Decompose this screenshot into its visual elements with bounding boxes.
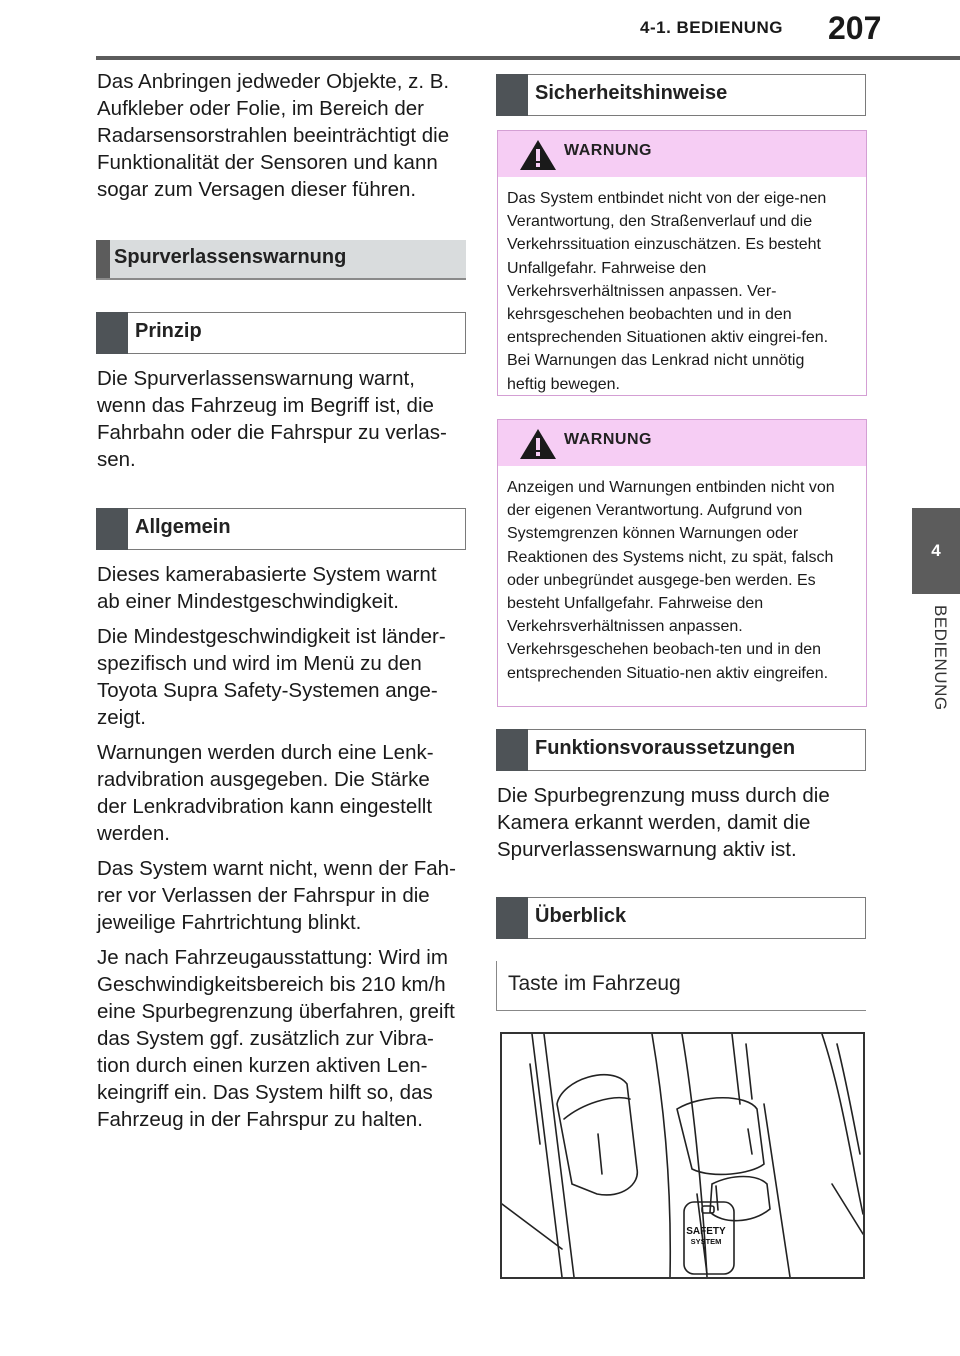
safety-button-label-line1: SAFETY — [686, 1226, 726, 1237]
chapter-tab-label — [918, 605, 954, 735]
section-heading-spurverlassenswarnung — [96, 240, 466, 280]
console-illustration — [500, 1032, 865, 1279]
subheading-text: Prinzip — [135, 320, 202, 342]
running-header-section: 4-1. BEDIENUNG — [640, 18, 784, 37]
heading-bar — [96, 240, 110, 278]
allgemein-paragraph-2: Die Mindestgeschwindigkeit ist länder-spezifisch und wird im Menü zu den Toyota Supra Safety-Systemen ange-zeigt. — [97, 625, 446, 729]
subheading-prinzip — [96, 312, 466, 354]
allgemein-paragraph-3: Warnungen werden durch eine Lenk-radvibration ausgegeben. Die Stärke der Lenkradvibration kann eingestellt werden. — [97, 741, 434, 845]
center-console-drawing — [502, 1034, 863, 1277]
subheading-text: Überblick — [535, 905, 627, 927]
funktion-paragraph: Die Spurbegrenzung muss durch die Kamera erkannt werden, damit die Spurverlassenswarnung aktiv ist. — [497, 784, 830, 861]
prinzip-paragraph: Die Spurverlassenswarnung warnt, wenn das Fahrzeug im Begriff ist, die Fahrbahn oder die Fahrspur zu verlas-sen. — [97, 367, 447, 471]
safety-button-label-line2: SYSTEM — [690, 1237, 722, 1246]
warning-triangle-icon — [518, 138, 558, 172]
warning-box-2 — [497, 419, 867, 707]
allgemein-body — [97, 561, 462, 1133]
subsection-label: Taste im Fahrzeug — [508, 972, 681, 995]
warning-text: Das System entbindet nicht von der eige-nen Verantwortung, den Straßenverlauf und die Verkehrssituation einzuschätzen. Es besteht Unfallgefahr. Fahrweise den Verkehrsverhältnissen anpassen. Ver-kehrsgeschehen beobachten und in den entsprechenden Situationen aktiv eingrei-fen. Bei Warnungen das Lenkrad nicht unnötig heftig bewegen. — [507, 190, 829, 393]
chapter-tab-label-text: BEDIENUNG — [931, 605, 950, 711]
subheading-ueberblick — [496, 897, 866, 939]
allgemein-paragraph-5: Je nach Fahrzeugausstattung: Wird im Geschwindigkeitsbereich bis 210 km/h eine Spurbegrenzung überfahren, greift das System ggf. zusätzlich zur Vibra-tion durch einen kurzen aktiven Len-keingriff ein. Das System hilft so, das Fahrzeug in der Fahrspur zu halten. — [97, 946, 455, 1131]
heading-bar — [96, 508, 128, 550]
subheading-text: Funktionsvoraussetzungen — [535, 737, 796, 759]
allgemein-paragraph-4: Das System warnt nicht, wenn der Fah-rer vor Verlassen der Fahrspur in die jeweilige Fahrtrichtung blinkt. — [97, 857, 456, 934]
section-heading-text: Spurverlassenswarnung — [114, 246, 347, 268]
subheading-allgemein — [96, 508, 466, 550]
heading-bar — [496, 74, 528, 116]
page-number: 207 — [828, 10, 882, 46]
heading-bar — [496, 729, 528, 771]
warning-text: Anzeigen und Warnungen entbinden nicht von der eigenen Verantwortung. Aufgrund von Systemgrenzen können Warnungen oder Reaktionen des Systems nicht, zu spät, falsch oder unbegründet ausgege-ben werden. Es besteht Unfallgefahr. Fahrweise den Verkehrsverhältnissen anpassen. Verkehrsgeschehen beobach-ten und in den entsprechenden Situatio-nen aktiv eingreifen. — [507, 479, 835, 682]
warning-box-1 — [497, 130, 867, 396]
warning-title: WARNUNG — [564, 431, 652, 448]
intro-paragraph: Das Anbringen jedweder Objekte, z. B. Aufkleber oder Folie, im Bereich der Radarsensorstrahlen beeinträchtigt die Funktionalität der Sensoren und kann sogar zum Versagen dieser führen. — [97, 70, 450, 201]
subheading-text: Allgemein — [135, 516, 231, 538]
warning-title: WARNUNG — [564, 142, 652, 159]
label-underline — [496, 1010, 866, 1011]
subheading-funktionsvoraussetzungen — [496, 729, 866, 771]
allgemein-paragraph-1: Dieses kamerabasierte System warnt ab einer Mindestgeschwindigkeit. — [97, 563, 437, 613]
subheading-sicherheitshinweise — [496, 74, 866, 116]
chapter-tab-number: 4 — [912, 508, 960, 594]
subheading-text: Sicherheitshinweise — [535, 82, 728, 104]
header-rule — [96, 56, 960, 60]
warning-triangle-icon — [518, 427, 558, 461]
heading-bar — [96, 312, 128, 354]
label-left-rule — [496, 961, 497, 1011]
heading-bar — [496, 897, 528, 939]
